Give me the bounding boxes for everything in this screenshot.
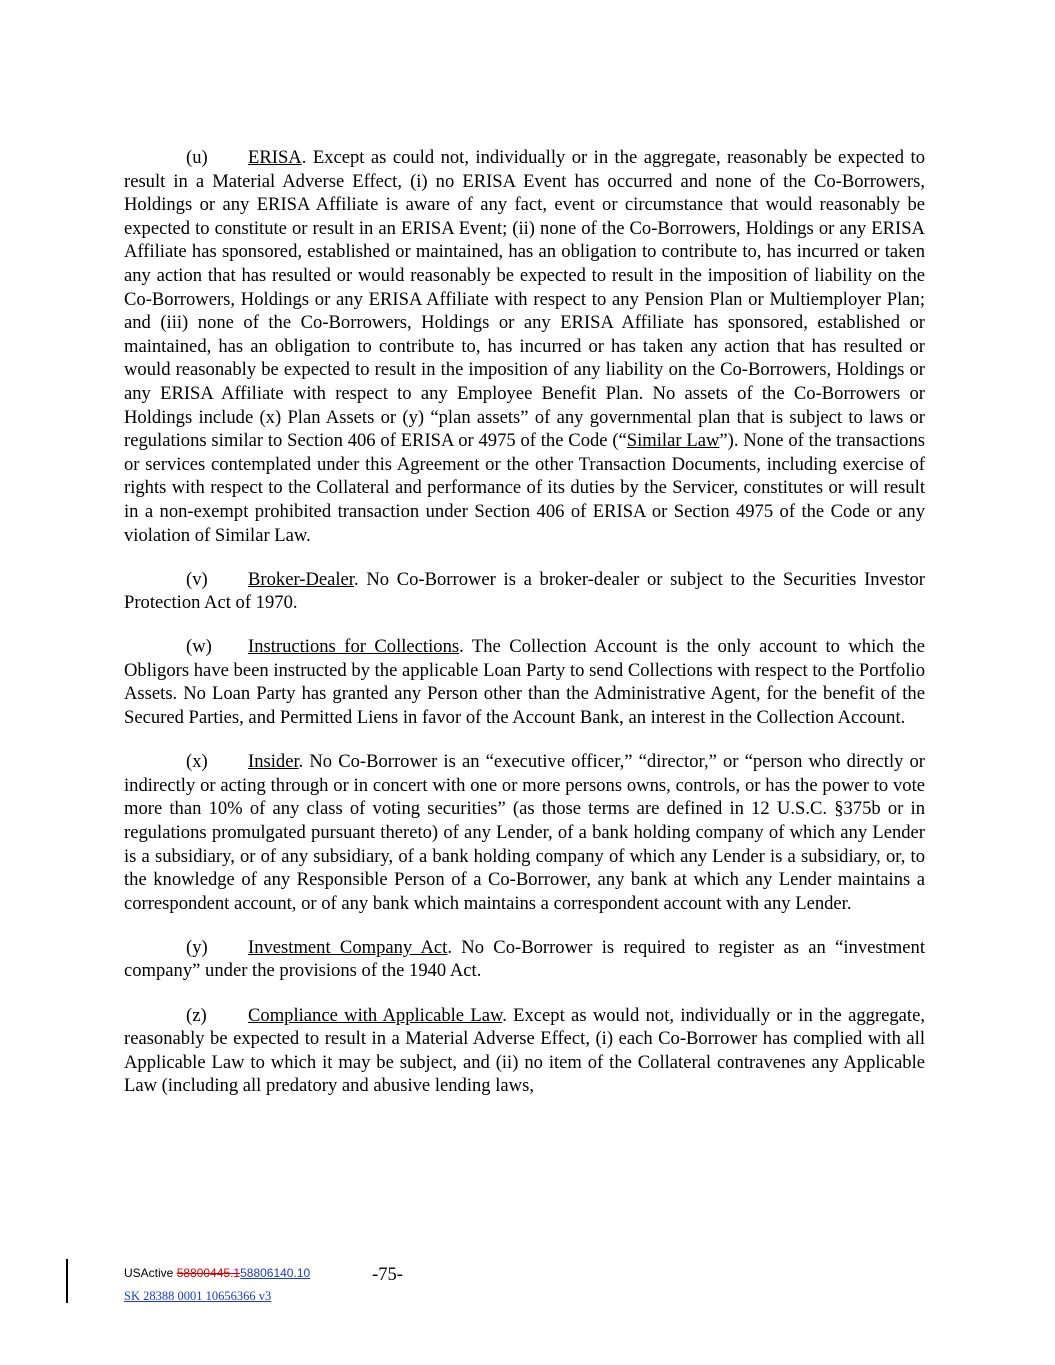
paragraph-number: (y) xyxy=(186,936,208,958)
paragraph-text: . Except as could not, individually or in the aggregate, reasonably be expected to result in a Material Adverse Effect, (i) no ERISA Event has occurred and none of the Co-Borrowers, Holdings or any ERISA Affiliate is aware of any fact, event or circumstance that would reasonably be expected to constitute or result in an ERISA Event; (ii) none of the Co-Borrowers, Holdings or any ERISA Affiliate has sponsored, established or maintained, has an obligation to contribute to, has incurred or taken any action that has resulted or would reasonably be expected to result in the imposition of liability on the Co-Borrowers, Holdings or any ERISA Affiliate with respect to any Pension Plan or Multiemployer Plan; and (iii) none of the Co-Borrowers, Holdings or any ERISA Affiliate has sponsored, established or maintained, has an obligation to contribute to, has incurred or has taken any action that has resulted or would reasonably be expected to result in the imposition of any liability on the Co-Borrowers, Holdings or any ERISA Affiliate with respect to any Employee Benefit Plan. No assets of the Co-Borrowers or Holdings include (x) Plan Assets or (y) “plan assets” of any governmental plan that is subject to laws or regulations similar to Section 406 of ERISA or 4975 of the Code (“ xyxy=(124,147,925,452)
deleted-doc-id: 58800445.1 xyxy=(176,1266,241,1280)
paragraph-heading: Instructions for Collections xyxy=(248,636,460,658)
paragraph-heading: Broker-Dealer xyxy=(248,568,354,590)
paragraph-x xyxy=(124,750,925,915)
paragraph-text: . Except as would not, individually or in the aggregate, reasonably be expected to result in a Material Adverse Effect, (i) each Co-Borrower has complied with all Applicable Law to which it may be subject, and (ii) no item of the Collateral contravenes any Applicable Law (including all predatory and abusive lending laws, xyxy=(124,1004,925,1097)
paragraph-heading: ERISA xyxy=(248,147,302,168)
paragraph-number: (w) xyxy=(186,636,212,658)
paragraph-text-continued: ”). None of the transactions or services contemplated under this Agreement or the other Transaction Documents, including exercise of rights with respect to the Collateral and performance of its duties by the Servicer, constitutes or will result in a non-exempt prohibited transaction under Section 406 of ERISA or Section 4975 of the Code or any violation of Similar Law. xyxy=(124,430,925,546)
defined-term: Similar Law xyxy=(626,430,720,452)
footer-doc-ref: SK 28388 0001 10656366 v3 xyxy=(124,1289,272,1303)
paragraph-u xyxy=(124,146,925,547)
paragraph-w xyxy=(124,635,925,729)
page-number: -75- xyxy=(372,1264,403,1285)
paragraph-heading: Compliance with Applicable Law xyxy=(248,1004,503,1026)
paragraph-text: . The Collection Account is the only account to which the Obligors have been instructed by the applicable Loan Party to send Collections with respect to the Portfolio Assets. No Loan Party has granted any Person other than the Administrative Agent, for the benefit of the Secured Parties, and Permitted Liens in favor of the Account Bank, an interest in the Collection Account. xyxy=(124,636,925,729)
footer-prefix: USActive xyxy=(124,1266,177,1280)
paragraph-v xyxy=(124,568,925,615)
paragraph-text: . No Co-Borrower is required to register as an “investment company” under the provisions of the 1940 Act. xyxy=(124,936,925,982)
paragraph-text: . No Co-Borrower is an “executive officer,” “director,” or “person who directly or indirectly or acting through or in concert with one or more persons owns, controls, or has the power to vote more than 10% of any class of voting securities” (as those terms are defined in 12 U.S.C. §375b or in regulations promulgated pursuant thereto) of any Lender, of a bank holding company of which any Lender is a subsidiary, or of any subsidiary, of a bank holding company of which any Lender is a subsidiary, or, to the knowledge of any Responsible Person of a Co-Borrower, any bank at which any Lender maintains a correspondent account, or of any bank which maintains a correspondent account with any Lender. xyxy=(124,751,925,914)
footer-doc-id xyxy=(124,1266,310,1280)
inserted-doc-id: 58806140.10 xyxy=(240,1266,311,1280)
document-body xyxy=(124,146,925,1118)
paragraph-heading: Insider xyxy=(248,751,299,773)
paragraph-z xyxy=(124,1004,925,1098)
paragraph-heading: Investment Company Act xyxy=(248,936,448,958)
paragraph-number: (u) xyxy=(186,147,208,168)
paragraph-number: (z) xyxy=(186,1004,207,1026)
paragraph-number: (v) xyxy=(186,568,208,590)
paragraph-text: . No Co-Borrower is a broker-dealer or subject to the Securities Investor Protection Act of 1970. xyxy=(124,568,925,614)
paragraph-number: (x) xyxy=(186,751,208,773)
paragraph-y xyxy=(124,936,925,983)
change-bar xyxy=(66,1259,68,1303)
